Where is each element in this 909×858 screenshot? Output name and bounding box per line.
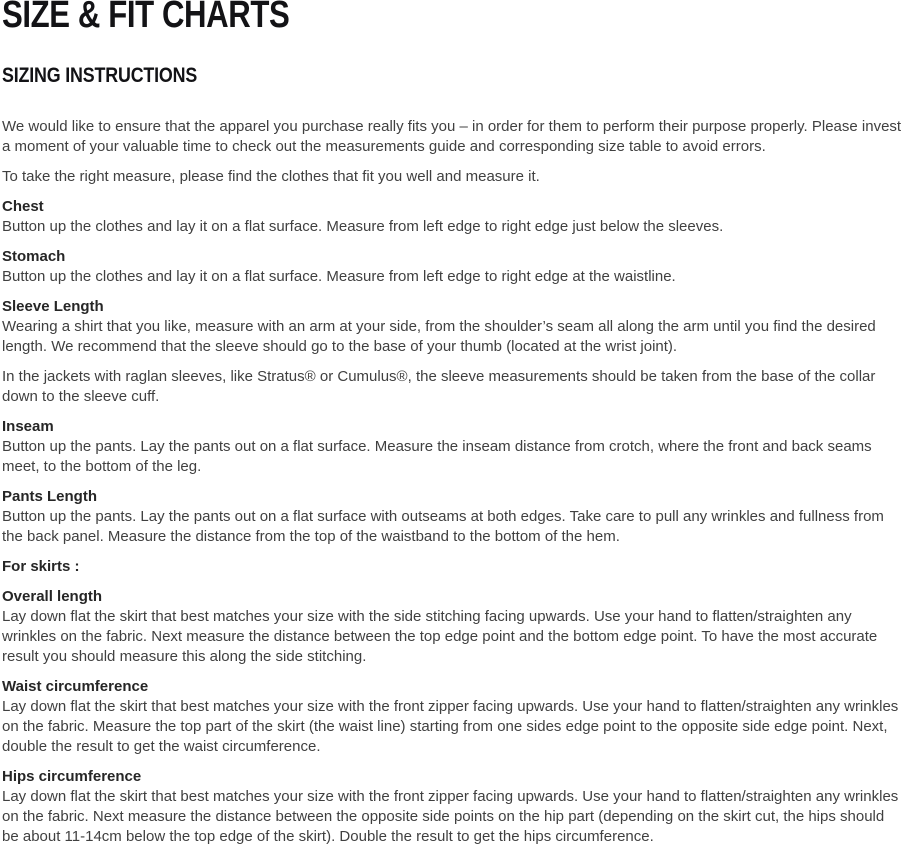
section-body-hips-circumference: Lay down flat the skirt that best matches your size with the front zipper facing upwards. Use your hand to flatten/straighten any wrinkles on the fabric. Next measure the distance between the opposite side points on the hip part (depending on the skirt cut, the hips should be about 11-14cm below the top edge of the skirt). Double the result to get the hips circumference. <box>2 788 899 845</box>
measure-tip-paragraph: To take the right measure, please find the clothes that fit you well and measure it. <box>2 168 540 185</box>
section-subtitle: SIZING INSTRUCTIONS <box>2 64 198 87</box>
section-heading-chest: Chest <box>2 198 44 215</box>
section-heading-sleeve-length: Sleeve Length <box>2 298 104 315</box>
section-hips-circumference <box>2 767 905 847</box>
section-chest <box>2 197 905 237</box>
section-body-chest: Button up the clothes and lay it on a flat surface. Measure from left edge to right edge just below the sleeves. <box>2 218 724 235</box>
section-heading-stomach: Stomach <box>2 248 66 265</box>
section-waist-circumference <box>2 677 905 757</box>
section-body-sleeve-length: Wearing a shirt that you like, measure with an arm at your side, from the shoulder’s seam all along the arm until you find the desired length. We recommend that the sleeve should go to the base of your thumb (located at the wrist joint). <box>2 318 876 355</box>
section-heading-inseam: Inseam <box>2 418 54 435</box>
section-heading-pants-length: Pants Length <box>2 488 98 505</box>
section-heading-overall-length: Overall length <box>2 588 103 605</box>
page-title: SIZE & FIT CHARTS <box>2 0 290 36</box>
section-heading-hips-circumference: Hips circumference <box>2 768 142 785</box>
section-body-inseam: Button up the pants. Lay the pants out on a flat surface. Measure the inseam distance from crotch, where the front and back seams meet, to the bottom of the leg. <box>2 438 872 475</box>
intro-paragraph: We would like to ensure that the apparel you purchase really fits you – in order for them to perform their purpose properly. Please invest a moment of your valuable time to check out the measurements guide and corresponding size table to avoid errors. <box>2 118 902 155</box>
section-body-stomach: Button up the clothes and lay it on a flat surface. Measure from left edge to right edge at the waistline. <box>2 268 676 285</box>
section-stomach <box>2 247 905 287</box>
section-for-skirts <box>2 557 905 577</box>
sizing-instructions-page <box>2 0 905 847</box>
section-body-pants-length: Button up the pants. Lay the pants out on a flat surface with outseams at both edges. Take care to pull any wrinkles and fullness from the back panel. Measure the distance from the top of the waistband to the bottom of the hem. <box>2 508 884 545</box>
section-sleeve-length <box>2 297 905 357</box>
section-heading-for-skirts: For skirts : <box>2 558 80 575</box>
raglan-sleeves-note: In the jackets with raglan sleeves, like Stratus® or Cumulus®, the sleeve measurements should be taken from the base of the collar down to the sleeve cuff. <box>2 368 876 405</box>
section-heading-waist-circumference: Waist circumference <box>2 678 149 695</box>
section-pants-length <box>2 487 905 547</box>
section-overall-length <box>2 587 905 667</box>
section-body-waist-circumference: Lay down flat the skirt that best matches your size with the front zipper facing upwards. Use your hand to flatten/straighten any wrinkles on the fabric. Measure the top part of the skirt (the waist line) starting from one sides edge point to the opposite side edge point. Next, double the result to get the waist circumference. <box>2 698 899 755</box>
section-body-overall-length: Lay down flat the skirt that best matches your size with the side stitching facing upwards. Use your hand to flatten/straighten any wrinkles on the fabric. Next measure the distance between the top edge point and the bottom edge point. To have the most accurate result you should measure this along the side stitching. <box>2 608 878 665</box>
section-inseam <box>2 417 905 477</box>
